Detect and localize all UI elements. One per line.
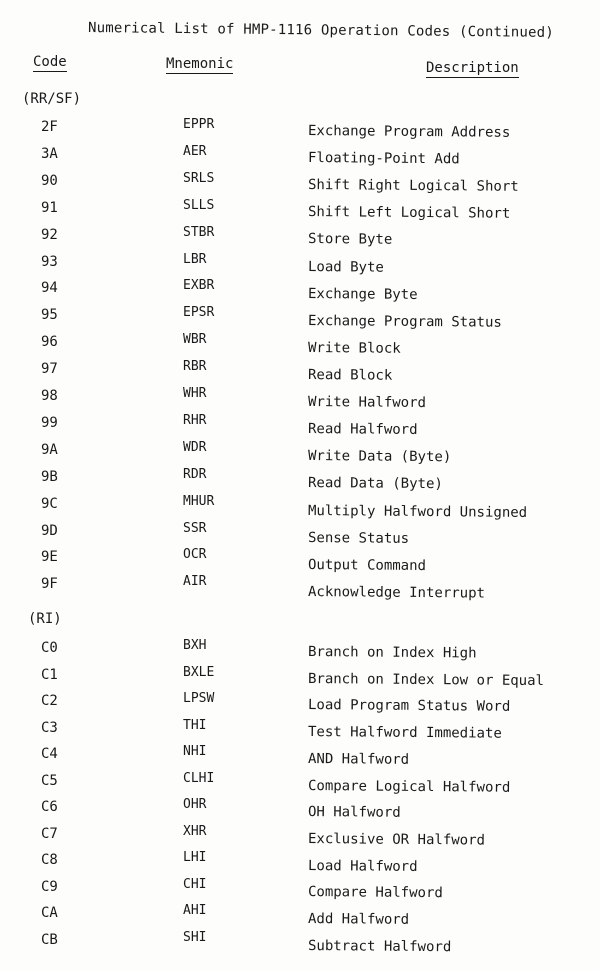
- table-row: [0, 119, 600, 145]
- table-row: [0, 388, 600, 414]
- mnemonic-cell: SRLS: [183, 170, 215, 186]
- table-row: [0, 693, 600, 719]
- description-cell: Multiply Halfword Unsigned: [307, 502, 528, 521]
- mnemonic-cell: LBR: [183, 251, 207, 267]
- table-row: [0, 197, 600, 226]
- code-cell: C4: [41, 746, 58, 762]
- mnemonic-cell: SHI: [183, 929, 207, 945]
- code-cell: 9F: [41, 576, 58, 593]
- mnemonic-cell: MHUR: [183, 493, 215, 509]
- description-cell: Read Data (Byte): [307, 475, 443, 493]
- table-row: [0, 439, 600, 468]
- mnemonic-cell: EPPR: [183, 117, 215, 132]
- mnemonic-cell: RHR: [183, 412, 207, 428]
- table-row: [0, 334, 600, 360]
- description-cell: Output Command: [307, 556, 427, 574]
- code-cell: 9B: [41, 468, 58, 485]
- code-cell: 99: [41, 414, 58, 431]
- page-title: Numerical List of HMP-1116 Operation Codes (Continued): [87, 20, 555, 41]
- description-cell: Add Halfword: [307, 911, 410, 928]
- description-cell: Read Halfword: [307, 421, 418, 439]
- column-header-code: Code: [33, 54, 67, 70]
- mnemonic-cell: OCR: [183, 547, 207, 563]
- table-row: [0, 717, 600, 746]
- mnemonic-cell: LPSW: [183, 691, 215, 706]
- description-cell: Branch on Index Low or Equal: [307, 670, 545, 689]
- table-row: [0, 799, 600, 825]
- mnemonic-cell: WDR: [183, 439, 207, 455]
- mnemonic-cell: OHR: [183, 797, 207, 812]
- code-cell: 91: [41, 199, 58, 216]
- code-cell: 97: [41, 361, 58, 378]
- table-row: [0, 823, 600, 852]
- description-cell: Subtract Halfword: [307, 937, 452, 956]
- mnemonic-cell: AIR: [183, 574, 207, 590]
- description-cell: Compare Logical Halfword: [307, 777, 511, 796]
- mnemonic-cell: XHR: [183, 823, 207, 839]
- code-cell: 9C: [41, 495, 58, 512]
- description-cell: Shift Right Logical Short: [307, 177, 519, 196]
- table-row: [0, 493, 600, 522]
- code-cell: 9A: [41, 441, 58, 458]
- description-cell: Read Block: [307, 366, 393, 384]
- table-row: [0, 664, 600, 693]
- table-row: [0, 307, 600, 333]
- table-row: [0, 466, 600, 495]
- table-row: [0, 576, 600, 602]
- code-cell: 90: [41, 172, 58, 189]
- code-cell: CA: [41, 905, 58, 921]
- mnemonic-cell: LHI: [183, 850, 207, 865]
- description-cell: OH Halfword: [307, 804, 401, 822]
- code-cell: 95: [41, 307, 58, 324]
- code-cell: 9E: [41, 549, 58, 566]
- description-cell: Sense Status: [307, 529, 410, 547]
- code-cell: C8: [41, 852, 58, 868]
- code-cell: 96: [41, 334, 58, 351]
- description-cell: Store Byte: [307, 231, 393, 249]
- mnemonic-cell: BXLE: [183, 664, 215, 680]
- column-header-description: Description: [426, 60, 519, 76]
- description-cell: Load Program Status Word: [307, 697, 511, 716]
- mnemonic-cell: THI: [183, 717, 207, 733]
- mnemonic-cell: STBR: [183, 224, 215, 240]
- code-cell: 3A: [41, 145, 58, 162]
- description-cell: Test Halfword Immediate: [307, 724, 502, 742]
- table-row: [0, 640, 600, 666]
- table-row: [0, 770, 600, 799]
- mnemonic-cell: CLHI: [183, 770, 215, 786]
- mnemonic-cell: SSR: [183, 520, 207, 536]
- table-row: [0, 746, 600, 772]
- description-cell: Branch on Index High: [307, 644, 477, 662]
- code-cell: CB: [41, 931, 58, 948]
- table-row: [0, 280, 600, 306]
- description-cell: AND Halfword: [307, 750, 410, 768]
- code-cell: C7: [41, 825, 58, 842]
- description-cell: Exchange Program Address: [307, 123, 511, 141]
- description-cell: Exchange Byte: [307, 285, 418, 303]
- table-row: [0, 852, 600, 878]
- description-cell: Shift Left Logical Short: [307, 204, 511, 223]
- description-cell: Acknowledge Interrupt: [307, 583, 486, 602]
- table-row: [0, 251, 600, 280]
- table-row: [0, 170, 600, 199]
- code-cell: 92: [41, 226, 58, 243]
- table-row: [0, 520, 600, 549]
- table-row: [0, 143, 600, 172]
- description-cell: Compare Halfword: [307, 884, 443, 902]
- description-cell: Exchange Program Status: [307, 312, 502, 331]
- code-cell: C5: [41, 772, 58, 789]
- code-cell: C1: [41, 666, 58, 683]
- code-cell: C3: [41, 719, 58, 736]
- description-cell: Floating-Point Add: [307, 150, 460, 168]
- code-cell: 2F: [41, 119, 58, 135]
- description-cell: Write Halfword: [307, 394, 427, 412]
- table-row: [0, 929, 600, 958]
- mnemonic-cell: WHR: [183, 386, 207, 401]
- mnemonic-cell: SLLS: [183, 197, 215, 213]
- code-cell: 94: [41, 280, 58, 297]
- mnemonic-cell: EPSR: [183, 305, 215, 321]
- table-row: [0, 224, 600, 253]
- mnemonic-cell: AHI: [183, 903, 207, 918]
- mnemonic-cell: BXH: [183, 638, 207, 653]
- code-cell: C6: [41, 799, 58, 815]
- mnemonic-cell: RBR: [183, 359, 207, 375]
- table-row: [0, 412, 600, 441]
- table-row: [0, 361, 600, 387]
- mnemonic-cell: WBR: [183, 332, 207, 348]
- mnemonic-cell: AER: [183, 143, 207, 159]
- code-cell: C2: [41, 693, 58, 709]
- mnemonic-cell: EXBR: [183, 278, 215, 294]
- section-label-ri: (RI): [28, 611, 62, 627]
- table-row: [0, 549, 600, 575]
- description-cell: Write Data (Byte): [307, 448, 452, 466]
- column-header-mnemonic: Mnemonic: [166, 56, 234, 72]
- description-cell: Exclusive OR Halfword: [307, 830, 486, 849]
- mnemonic-cell: RDR: [183, 466, 207, 482]
- code-cell: 9D: [41, 522, 58, 539]
- table-row: [0, 905, 600, 931]
- mnemonic-cell: CHI: [183, 876, 207, 892]
- code-cell: C0: [41, 640, 58, 656]
- description-cell: Load Halfword: [307, 857, 418, 875]
- section-label-rr-sf: (RR/SF): [22, 91, 82, 107]
- table-row: [0, 876, 600, 905]
- code-cell: C9: [41, 878, 58, 895]
- code-cell: 98: [41, 388, 58, 404]
- description-cell: Write Block: [307, 339, 401, 357]
- mnemonic-cell: NHI: [183, 744, 207, 759]
- code-cell: 93: [41, 253, 58, 270]
- description-cell: Load Byte: [307, 258, 384, 276]
